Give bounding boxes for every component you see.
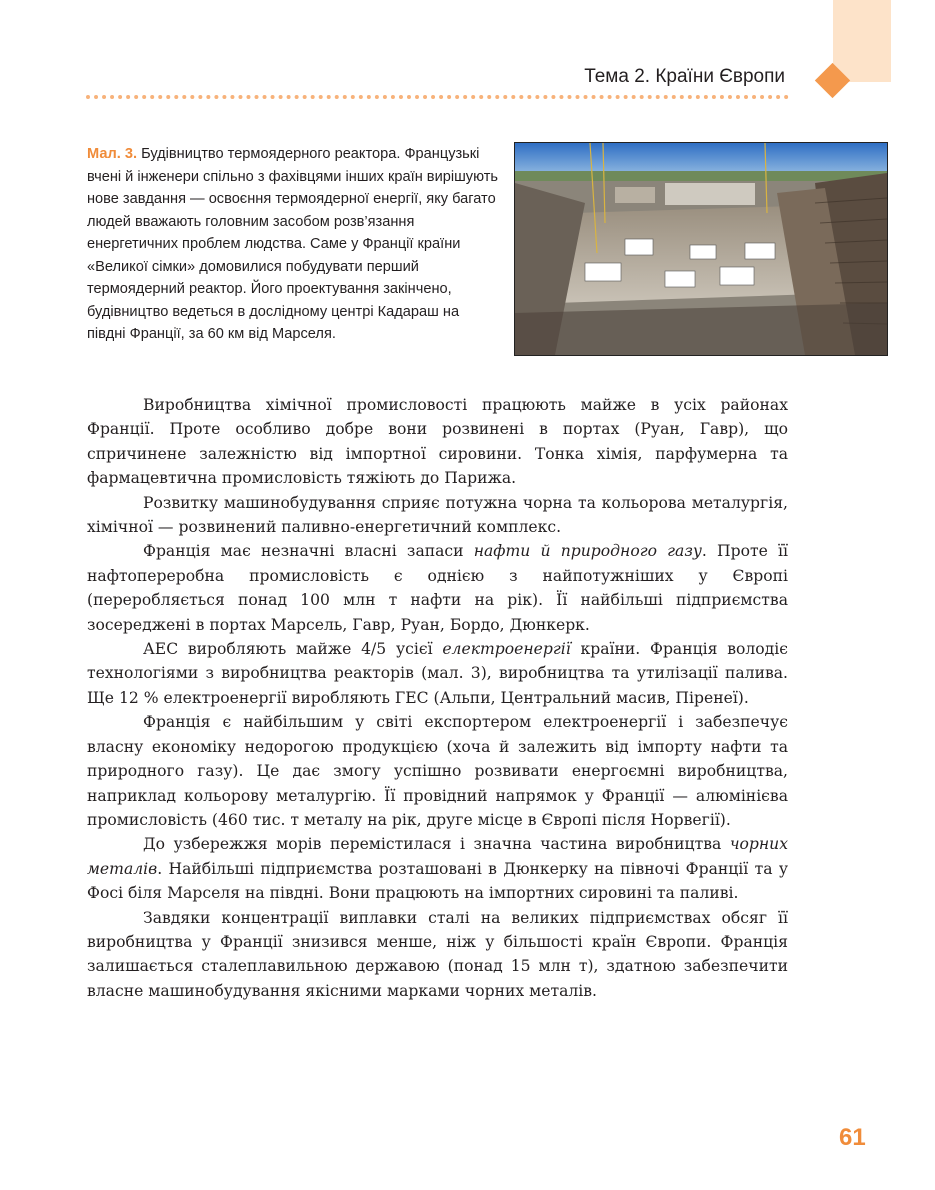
- corner-tab: [833, 0, 891, 82]
- italic-term: електроенергії: [442, 640, 571, 659]
- construction-site-illustration: [515, 143, 887, 355]
- italic-term: чорних металів: [87, 835, 788, 878]
- text-run: До узбережжя морів перемістилася і значна частина виробництва: [143, 835, 730, 854]
- paragraph: [87, 491, 788, 540]
- text-run: . Найбільші підприємства розташовані в Дюнкерку на півночі Франції та у Фосі біля Марселя на півдні. Вони працюють на імпортних сировині та паливі.: [87, 859, 788, 903]
- header-dotted-rule: [86, 95, 789, 99]
- text-run: Виробництва хімічної промисловості працюють майже в усіх районах Франції. Проте особливо добре вони розвинені в портах (Руан, Гавр), що спричинене залежністю від імпортної сировини. Тонка хімія, парфумерна та фармацевтична промисловість тяжіють до Парижа.: [87, 396, 788, 488]
- text-run: Франція має незначні власні запаси: [143, 542, 474, 561]
- italic-term: нафти й природного газу: [473, 542, 702, 561]
- paragraph: [87, 539, 788, 637]
- text-run: . Проте її нафтопереробна промисловість є однією з найпотужніших у Європі (переробляється понад 100 млн т нафти на рік). Її найбільші підприємства зосереджені в портах Марсель, Гавр, Руан, Бордо, Дюнкерк.: [87, 542, 788, 634]
- text-run: країни. Франція володіє технологіями з виробництва реакторів (мал. 3), виробництва та утилізації палива. Ще 12 % електроенергії виробляють ГЕС (Альпи, Центральний масив, Піренеї).: [87, 640, 788, 707]
- figure-caption-text: Будівництво термоядерного реактора. Французькі вчені й інженери спільно з фахівцями інших країн вирішують нове завдання — освоєння термоядерної енергії, яку багато людей вважають головним засобом розв’язання енергетичних проблем людства. Саме у Франції країни «Великої сімки» домовилися побудувати перший термоядерний реактор. Його проектування закінчено, будівництво ведеться в дослідному центрі Кадараш на півдні Франції, за 60 км від Марселя.: [87, 146, 498, 342]
- figure-caption-label: Мал. 3.: [87, 146, 138, 162]
- page-number: 61: [839, 1124, 866, 1151]
- paragraph: [87, 906, 788, 1004]
- page-header-title: Тема 2. Країни Європи: [584, 66, 785, 87]
- paragraph: [87, 710, 788, 832]
- text-run: Розвитку машинобудування сприяє потужна чорна та кольорова металургія, хімічної — розвинений паливно-енергетичний комплекс.: [87, 493, 788, 537]
- paragraph: [87, 832, 788, 905]
- reactor-construction-photo: [514, 142, 888, 356]
- text-run: АЕС виробляють майже 4/5 усієї: [143, 640, 443, 659]
- text-run: Завдяки концентрації виплавки сталі на великих підприємствах обсяг її виробництва у Франції знизився менше, ніж у більшості країн Європи. Франція залишається сталеплавильною державою (понад 15 млн т), здатною забезпечити власне машинобудування якісними марками чорних металів.: [87, 908, 788, 1000]
- paragraph: [87, 393, 788, 491]
- text-run: Франція є найбільшим у світі експортером електроенергії і забезпечує власну економіку недорогою продукцією (хоча й залежить від імпорту нафти та природного газу). Це дає змогу успішно розвивати енергоємні виробництва, наприклад кольорову металургію. Її провідний напрямок у Франції — алюмінієва промисловість (460 тис. т металу на рік, друге місце в Європі після Норвегії).: [87, 713, 788, 829]
- paragraph: [87, 637, 788, 710]
- figure-caption: [87, 143, 499, 346]
- main-text: [87, 393, 788, 1003]
